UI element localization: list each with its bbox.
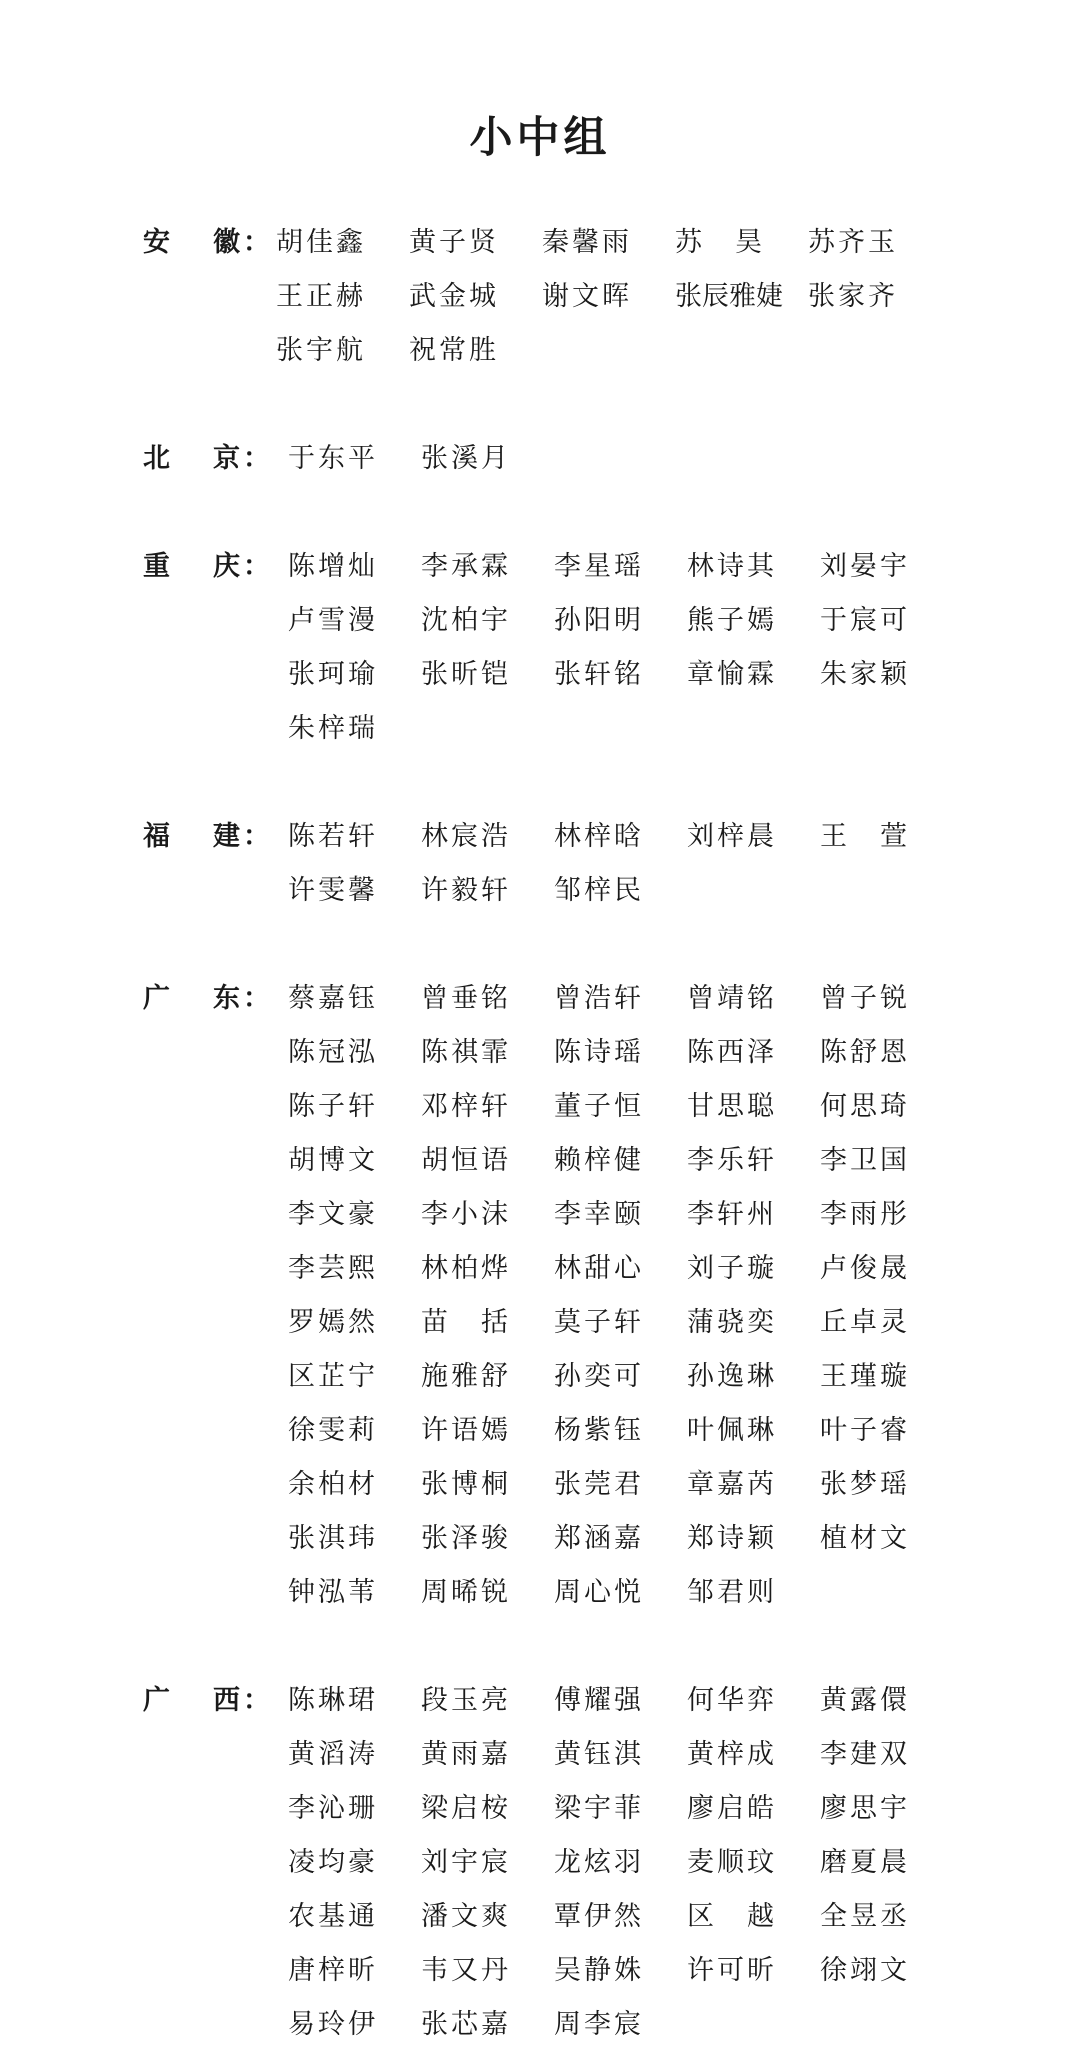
student-name: 余柏材 <box>288 1469 378 1500</box>
province-char: 福 <box>143 821 170 852</box>
student-name: 曾垂铭 <box>421 983 511 1014</box>
province-char: 建 <box>213 821 240 852</box>
student-name: 徐翊文 <box>820 1955 910 1986</box>
student-name: 郑诗颖 <box>687 1523 777 1554</box>
student-name: 凌均豪 <box>288 1847 378 1878</box>
student-name: 谢文晖 <box>542 281 632 312</box>
student-name: 张莞君 <box>554 1469 644 1500</box>
student-name: 林梓晗 <box>554 821 644 852</box>
province-colon: ： <box>243 443 270 474</box>
province-char: 庆 <box>213 551 240 582</box>
student-name: 张轩铭 <box>554 659 644 690</box>
student-name: 李雨彤 <box>820 1199 910 1230</box>
province-char: 西 <box>213 1685 240 1716</box>
province-colon: ： <box>243 551 270 582</box>
student-name: 刘子璇 <box>687 1253 777 1284</box>
student-name: 胡佳鑫 <box>276 227 366 258</box>
student-name: 磨夏晨 <box>820 1847 910 1878</box>
student-name: 区 越 <box>687 1901 777 1932</box>
student-name: 李小沫 <box>421 1199 511 1230</box>
student-name: 林甜心 <box>554 1253 644 1284</box>
province-char: 北 <box>143 443 170 474</box>
student-name: 张珂瑜 <box>288 659 378 690</box>
student-name: 叶佩琳 <box>687 1415 777 1446</box>
student-name: 陈若轩 <box>288 821 378 852</box>
student-name: 许雯馨 <box>288 875 378 906</box>
student-name: 王瑾璇 <box>820 1361 910 1392</box>
page-title: 小中组 <box>469 113 611 163</box>
student-name: 周晞锐 <box>421 1577 511 1608</box>
student-name: 段玉亮 <box>421 1685 511 1716</box>
student-name: 朱家颖 <box>820 659 910 690</box>
student-name: 陈诗瑶 <box>554 1037 644 1068</box>
student-name: 邹梓民 <box>554 875 644 906</box>
student-name: 廖启皓 <box>687 1793 777 1824</box>
student-name: 丘卓灵 <box>820 1307 910 1338</box>
student-name: 许语嫣 <box>421 1415 511 1446</box>
student-name: 孙阳明 <box>554 605 644 636</box>
student-name: 黄露儇 <box>820 1685 910 1716</box>
student-name: 张淇玮 <box>288 1523 378 1554</box>
student-name: 曾靖铭 <box>687 983 777 1014</box>
student-name: 杨紫钰 <box>554 1415 644 1446</box>
student-name: 甘思聪 <box>687 1091 777 1122</box>
student-name: 李乐轩 <box>687 1145 777 1176</box>
student-name: 梁宇菲 <box>554 1793 644 1824</box>
student-name: 区芷宁 <box>288 1361 378 1392</box>
province-char: 京 <box>213 443 240 474</box>
student-name: 周心悦 <box>554 1577 644 1608</box>
student-name: 潘文爽 <box>421 1901 511 1932</box>
student-name: 张博桐 <box>421 1469 511 1500</box>
student-name: 何华弈 <box>687 1685 777 1716</box>
province-colon: ： <box>243 227 270 258</box>
student-name: 钟泓苇 <box>288 1577 378 1608</box>
student-name: 于宸可 <box>820 605 910 636</box>
province-colon: ： <box>243 983 270 1014</box>
student-name: 张泽骏 <box>421 1523 511 1554</box>
province-label <box>143 432 270 486</box>
student-name: 罗嫣然 <box>288 1307 378 1338</box>
province-label <box>143 810 270 864</box>
student-name: 林宸浩 <box>421 821 511 852</box>
student-name: 苏 昊 <box>675 227 765 258</box>
student-name: 刘晏宇 <box>820 551 910 582</box>
student-name: 陈增灿 <box>288 551 378 582</box>
province-char: 安 <box>143 227 170 258</box>
province-char: 东 <box>213 983 240 1014</box>
student-name: 张家齐 <box>808 281 898 312</box>
student-name: 祝常胜 <box>409 335 499 366</box>
province-char: 徽 <box>213 227 240 258</box>
student-name: 李轩州 <box>687 1199 777 1230</box>
province-colon: ： <box>243 821 270 852</box>
student-name: 龙炫羽 <box>554 1847 644 1878</box>
student-name: 曾浩轩 <box>554 983 644 1014</box>
student-name: 张溪月 <box>421 443 511 474</box>
student-name: 何思琦 <box>820 1091 910 1122</box>
student-name: 沈柏宇 <box>421 605 511 636</box>
student-name: 王正赫 <box>276 281 366 312</box>
student-name: 熊子嫣 <box>687 605 777 636</box>
province-char: 广 <box>143 1685 170 1716</box>
province-char: 广 <box>143 983 170 1014</box>
student-name: 胡博文 <box>288 1145 378 1176</box>
student-name: 莫子轩 <box>554 1307 644 1338</box>
student-name: 黄雨嘉 <box>421 1739 511 1770</box>
student-name: 张宇航 <box>276 335 366 366</box>
province-label <box>143 1674 270 1728</box>
province-label <box>143 972 270 1026</box>
student-name: 黄滔涛 <box>288 1739 378 1770</box>
student-name: 陈冠泓 <box>288 1037 378 1068</box>
student-name: 黄梓成 <box>687 1739 777 1770</box>
student-name: 李星瑶 <box>554 551 644 582</box>
student-name: 赖梓健 <box>554 1145 644 1176</box>
student-name: 张辰雅婕 <box>675 281 783 312</box>
student-name: 许毅轩 <box>421 875 511 906</box>
student-name: 林诗其 <box>687 551 777 582</box>
province-colon: ： <box>243 1685 270 1716</box>
student-name: 吴静姝 <box>554 1955 644 1986</box>
student-name: 刘宇宸 <box>421 1847 511 1878</box>
student-name: 孙奕可 <box>554 1361 644 1392</box>
student-name: 植材文 <box>820 1523 910 1554</box>
student-name: 李建双 <box>820 1739 910 1770</box>
student-name: 唐梓昕 <box>288 1955 378 1986</box>
student-name: 施雅舒 <box>421 1361 511 1392</box>
province-char: 重 <box>143 551 170 582</box>
student-name: 徐雯莉 <box>288 1415 378 1446</box>
student-name: 陈琳珺 <box>288 1685 378 1716</box>
student-name: 于东平 <box>288 443 378 474</box>
student-name: 李承霖 <box>421 551 511 582</box>
student-name: 卢雪漫 <box>288 605 378 636</box>
student-name: 苗 括 <box>421 1307 511 1338</box>
province-label <box>143 540 270 594</box>
student-name: 易玲伊 <box>288 2009 378 2040</box>
student-name: 韦又丹 <box>421 1955 511 1986</box>
student-name: 黄钰淇 <box>554 1739 644 1770</box>
province-label <box>143 216 270 270</box>
student-name: 叶子睿 <box>820 1415 910 1446</box>
student-name: 蒲骁奕 <box>687 1307 777 1338</box>
student-name: 章愉霖 <box>687 659 777 690</box>
student-name: 章嘉芮 <box>687 1469 777 1500</box>
student-name: 王 萱 <box>820 821 910 852</box>
student-name: 麦顺玟 <box>687 1847 777 1878</box>
student-name: 朱梓瑞 <box>288 713 378 744</box>
student-name: 陈西泽 <box>687 1037 777 1068</box>
student-name: 傅耀强 <box>554 1685 644 1716</box>
student-name: 周李宸 <box>554 2009 644 2040</box>
student-name: 郑涵嘉 <box>554 1523 644 1554</box>
student-name: 刘梓晨 <box>687 821 777 852</box>
student-name: 蔡嘉钰 <box>288 983 378 1014</box>
student-name: 许可昕 <box>687 1955 777 1986</box>
student-name: 黄子贤 <box>409 227 499 258</box>
student-name: 梁启桉 <box>421 1793 511 1824</box>
student-name: 曾子锐 <box>820 983 910 1014</box>
student-name: 全昱丞 <box>820 1901 910 1932</box>
student-name: 苏齐玉 <box>808 227 898 258</box>
student-name: 胡恒语 <box>421 1145 511 1176</box>
student-name: 卢俊晟 <box>820 1253 910 1284</box>
student-name: 张梦瑶 <box>820 1469 910 1500</box>
student-name: 邹君则 <box>687 1577 777 1608</box>
student-name: 邓梓轩 <box>421 1091 511 1122</box>
student-name: 陈子轩 <box>288 1091 378 1122</box>
student-name: 李芸熙 <box>288 1253 378 1284</box>
student-name: 秦馨雨 <box>542 227 632 258</box>
student-name: 董子恒 <box>554 1091 644 1122</box>
student-name: 李幸颐 <box>554 1199 644 1230</box>
student-name: 林柏烨 <box>421 1253 511 1284</box>
student-name: 李文豪 <box>288 1199 378 1230</box>
student-name: 陈舒恩 <box>820 1037 910 1068</box>
student-name: 覃伊然 <box>554 1901 644 1932</box>
student-name: 农基通 <box>288 1901 378 1932</box>
student-name: 张昕铠 <box>421 659 511 690</box>
student-name: 李沁珊 <box>288 1793 378 1824</box>
student-name: 李卫国 <box>820 1145 910 1176</box>
student-name: 武金城 <box>409 281 499 312</box>
student-name: 廖思宇 <box>820 1793 910 1824</box>
student-name: 陈祺霏 <box>421 1037 511 1068</box>
student-name: 张芯嘉 <box>421 2009 511 2040</box>
student-name: 孙逸琳 <box>687 1361 777 1392</box>
